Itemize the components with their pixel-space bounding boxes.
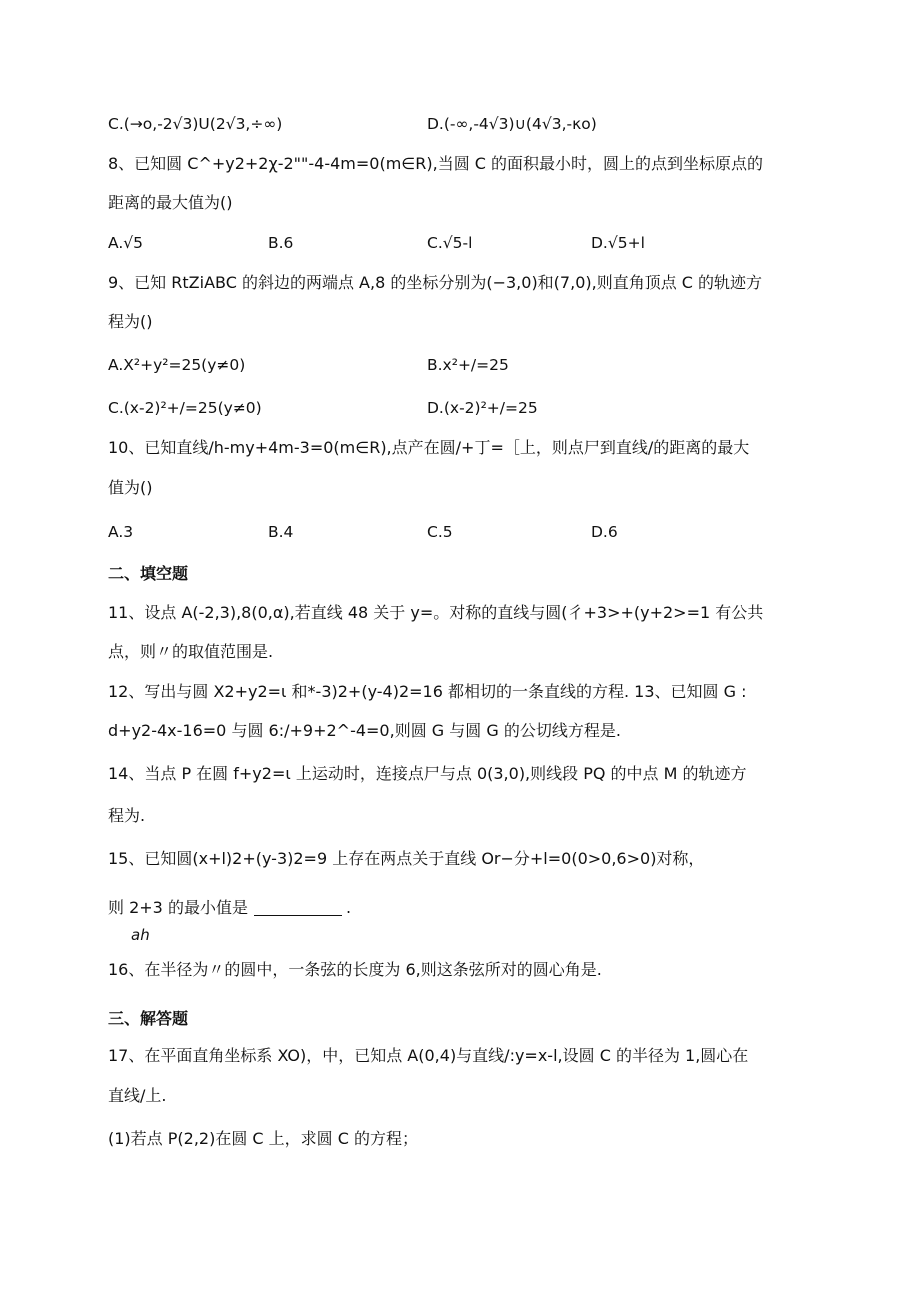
q7-option-c: C.(→o,-2√3)U(2√3,÷∞) <box>108 115 283 133</box>
q9-option-d: D.(x-2)²+/=25 <box>427 399 538 417</box>
q9-text-line1: 9、已知 RtZiABC 的斜边的两端点 A,8 的坐标分别为(−3,0)和(7,0),则直角顶点 C 的轨迹方 <box>108 273 763 292</box>
q13-text-line2: d+y2-4x-16=0 与圆 6:/+9+2^-4=0,则圆 G 与圆 G 的公切线方程是. <box>108 721 621 740</box>
section-solution-heading: 三、解答题 <box>108 1009 189 1028</box>
q17-text-line2: 直线/上. <box>108 1086 167 1105</box>
q9-text-line2: 程为() <box>108 312 153 331</box>
q9-option-b: B.x²+/=25 <box>427 356 509 374</box>
q10-text-line2: 值为() <box>108 478 153 497</box>
q8-text-line1: 8、已知圆 C^+y2+2χ-2""-4-4m=0(m∈R),当圆 C 的面积最小时，圆上的点到坐标原点的 <box>108 154 764 173</box>
q8-option-d: D.√5+l <box>591 234 645 252</box>
q10-text-line1: 10、已知直线/h-my+4m-3=0(m∈R),点产在圆/+丁=［上，则点尸到直线/的距离的最大 <box>108 438 750 457</box>
section-fill-in-heading: 二、填空题 <box>108 564 189 583</box>
q15-text-line2-start: 则 2+3 的最小值是 <box>108 898 248 917</box>
q14-text-line2: 程为. <box>108 806 146 825</box>
q15-subscript-note: ah <box>131 926 150 944</box>
q7-option-d: D.(-∞,-4√3)∪(4√3,-κo) <box>427 115 597 133</box>
q12-text-line1: 12、写出与圆 X2+y2=ι 和*-3)2+(y-4)2=16 都相切的一条直线的方程. 13、已知圆 G : <box>108 682 747 701</box>
q17-part1: (1)若点 P(2,2)在圆 C 上，求圆 C 的方程； <box>108 1129 419 1148</box>
q15-answer-blank <box>254 915 342 916</box>
q8-option-b: B.6 <box>268 234 294 252</box>
q15-text-line2-end: . <box>345 898 352 917</box>
q8-option-c: C.√5-l <box>427 234 473 252</box>
q11-text-line1: 11、设点 A(-2,3),8(0,α),若直线 48 关于 y=。对称的直线与圆(彳+3>+(y+2>=1 有公共 <box>108 603 764 622</box>
q10-option-d: D.6 <box>591 523 618 541</box>
q8-text-line2: 距离的最大值为() <box>108 193 233 212</box>
q8-option-a: A.√5 <box>108 234 143 252</box>
q15-text-line1: 15、已知圆(x+l)2+(y-3)2=9 上存在两点关于直线 Or−分+l=0(0>0,6>0)对称， <box>108 849 705 868</box>
q17-text-line1: 17、在平面直角坐标系 XO)，中，已知点 A(0,4)与直线/:y=x-l,设圆 C 的半径为 1,圆心在 <box>108 1046 749 1065</box>
q10-option-b: B.4 <box>268 523 294 541</box>
q11-text-line2: 点，则〃的取值范围是. <box>108 642 274 661</box>
q16-text: 16、在半径为〃的圆中，一条弦的长度为 6,则这条弦所对的圆心角是. <box>108 960 602 979</box>
q10-option-c: C.5 <box>427 523 453 541</box>
q14-text-line1: 14、当点 P 在圆 f+y2=ι 上运动时，连接点尸与点 0(3,0),则线段 PQ 的中点 M 的轨迹方 <box>108 764 747 783</box>
q10-option-a: A.3 <box>108 523 134 541</box>
q9-option-c: C.(x-2)²+/=25(y≠0) <box>108 399 262 417</box>
q9-option-a: A.X²+y²=25(y≠0) <box>108 356 246 374</box>
q15-text-line2 <box>108 898 351 918</box>
